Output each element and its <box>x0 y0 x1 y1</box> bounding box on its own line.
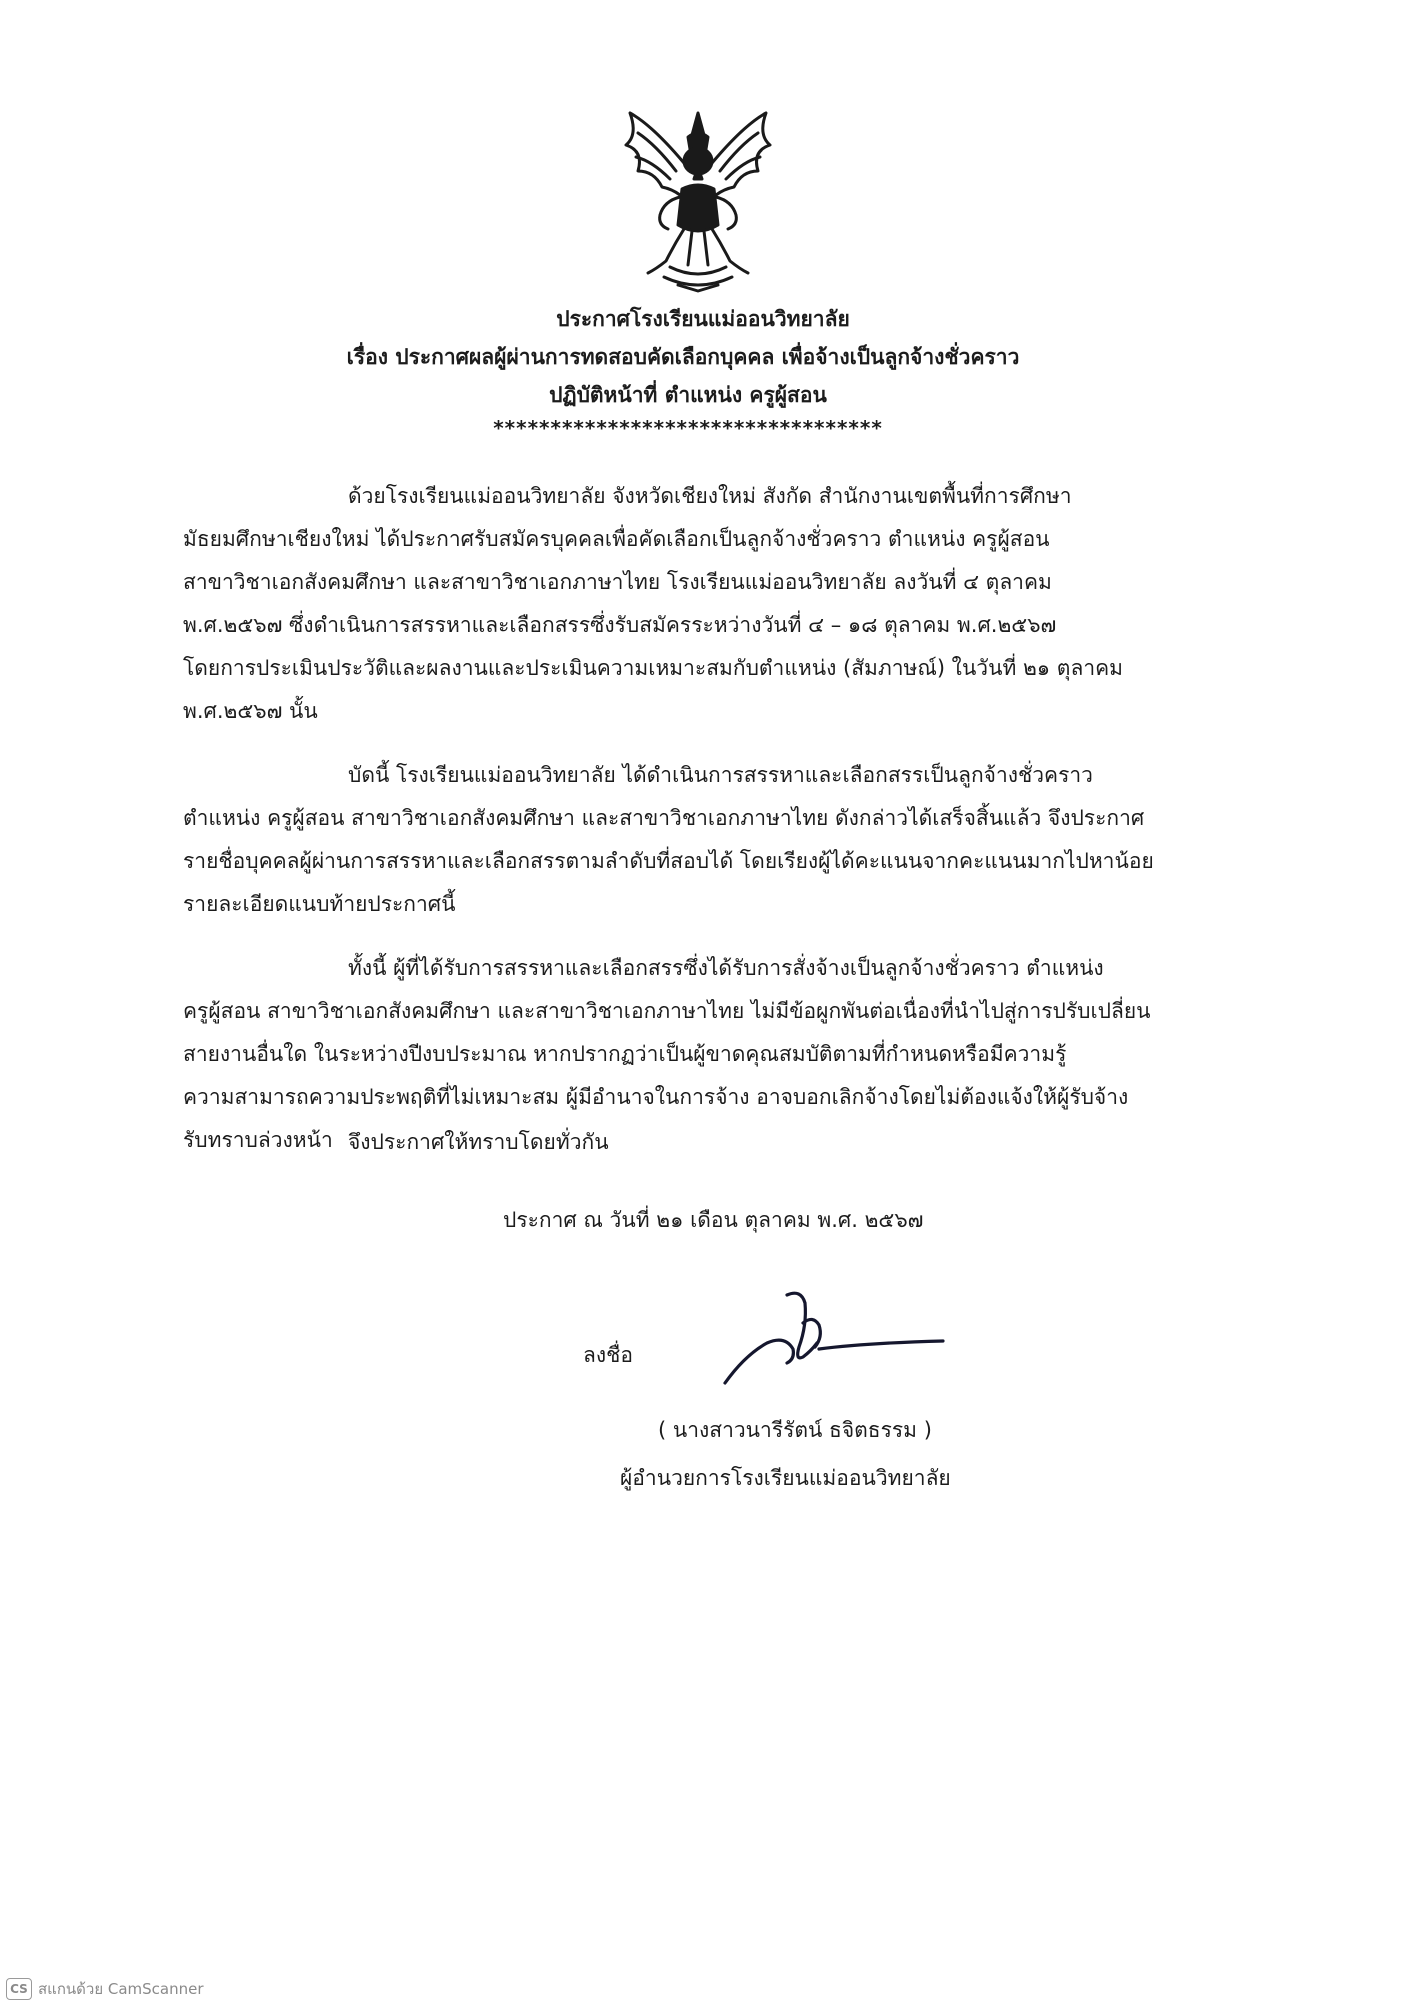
handwritten-signature <box>715 1285 955 1395</box>
paragraph-line: บัดนี้ โรงเรียนแม่ออนวิทยาลัย ได้ดำเนินการสรรหาและเลือกสรรเป็นลูกจ้างชั่วคราว <box>348 763 1093 787</box>
paragraph-line: ตำแหน่ง ครูผู้สอน สาขาวิชาเอกสังคมศึกษา และสาขาวิชาเอกภาษาไทย ดังกล่าวได้เสร็จสิ้นแล้ว จึงประกาศ <box>183 806 1145 830</box>
star-divider: ********************************** <box>493 416 883 440</box>
garuda-emblem-icon <box>608 105 788 295</box>
paragraph-line: รับทราบล่วงหน้า <box>183 1128 333 1152</box>
signature-label: ลงชื่อ <box>583 1343 633 1367</box>
announcement-date: ประกาศ ณ วันที่ ๒๑ เดือน ตุลาคม พ.ศ. ๒๕๖๗ <box>503 1208 924 1232</box>
scanner-watermark-text: สแกนด้วย CamScanner <box>38 1980 204 1998</box>
paragraph-line: รายชื่อบุคคลผู้ผ่านการสรรหาและเลือกสรรตามลำดับที่สอบได้ โดยเรียงผู้ได้คะแนนจากคะแนนมากไปหาน้อย <box>183 849 1154 873</box>
announcement-position: ปฏิบัติหน้าที่ ตำแหน่ง ครูผู้สอน <box>549 383 827 407</box>
announcement-header <box>0 300 1406 442</box>
paragraph-line: ด้วยโรงเรียนแม่ออนวิทยาลัย จังหวัดเชียงใหม่ สังกัด สำนักงานเขตพื้นที่การศึกษา <box>348 484 1072 508</box>
paragraph-line: ทั้งนี้ ผู้ที่ได้รับการสรรหาและเลือกสรรซึ่งได้รับการสั่งจ้างเป็นลูกจ้างชั่วคราว ตำแหน่ง <box>348 956 1104 980</box>
paragraph-3 <box>183 947 1213 1162</box>
signer-title: ผู้อำนวยการโรงเรียนแม่ออนวิทยาลัย <box>620 1466 951 1490</box>
paragraph-line: สาขาวิชาเอกสังคมศึกษา และสาขาวิชาเอกภาษาไทย โรงเรียนแม่ออนวิทยาลัย ลงวันที่ ๔ ตุลาคม <box>183 570 1052 594</box>
announcement-body <box>183 475 1213 1183</box>
announcement-subject: เรื่อง ประกาศผลผู้ผ่านการทดสอบคัดเลือกบุคคล เพื่อจ้างเป็นลูกจ้างชั่วคราว <box>346 345 1020 369</box>
paragraph-line: รายละเอียดแนบท้ายประกาศนี้ <box>183 892 456 916</box>
paragraph-line: โดยการประเมินประวัติและผลงานและประเมินความเหมาะสมกับตำแหน่ง (สัมภาษณ์) ในวันที่ ๒๑ ตุลาคม <box>183 656 1123 680</box>
scanner-watermark <box>6 1976 204 2002</box>
paragraph-2 <box>183 754 1213 926</box>
signer-name: ( นางสาวนารีรัตน์ ธจิตธรรม ) <box>658 1418 932 1442</box>
camscanner-logo-icon: CS <box>6 1978 32 2000</box>
paragraph-line: พ.ศ.๒๕๖๗ ซึ่งดำเนินการสรรหาและเลือกสรรซึ่งรับสมัครระหว่างวันที่ ๔ – ๑๘ ตุลาคม พ.ศ.๒๕๖๗ <box>183 613 1057 637</box>
paragraph-line: สายงานอื่นใด ในระหว่างปีงบประมาณ หากปรากฏว่าเป็นผู้ขาดคุณสมบัติตามที่กำหนดหรือมีความรู้ <box>183 1042 1067 1066</box>
closing-statement: จึงประกาศให้ทราบโดยทั่วกัน <box>348 1130 609 1154</box>
announcement-title: ประกาศโรงเรียนแม่ออนวิทยาลัย <box>556 307 850 331</box>
paragraph-line: ครูผู้สอน สาขาวิชาเอกสังคมศึกษา และสาขาวิชาเอกภาษาไทย ไม่มีข้อผูกพันต่อเนื่องที่นำไปสู่การปรับเปลี่ยน <box>183 999 1151 1023</box>
paragraph-line: ความสามารถความประพฤติที่ไม่เหมาะสม ผู้มีอำนาจในการจ้าง อาจบอกเลิกจ้างโดยไม่ต้องแจ้งให้ผู้รับจ้าง <box>183 1085 1129 1109</box>
paragraph-1 <box>183 475 1213 733</box>
paragraph-line: มัธยมศึกษาเชียงใหม่ ได้ประกาศรับสมัครบุคคลเพื่อคัดเลือกเป็นลูกจ้างชั่วคราว ตำแหน่ง ครูผู้สอน <box>183 527 1050 551</box>
paragraph-line: พ.ศ.๒๕๖๗ นั้น <box>183 699 318 723</box>
